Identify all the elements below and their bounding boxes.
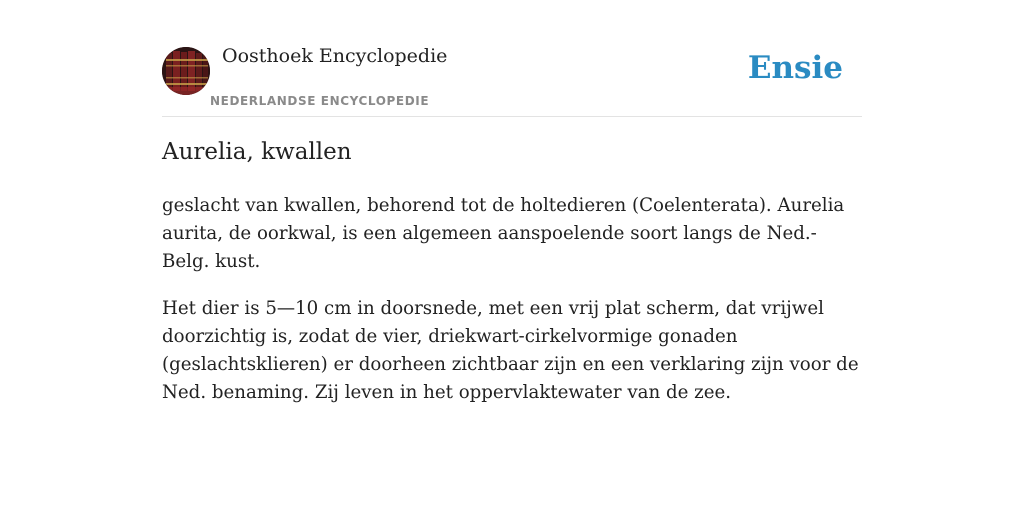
encyclopedia-books-icon[interactable]	[162, 47, 210, 95]
article-paragraph: geslacht van kwallen, behorend tot de holtedieren (Coelenterata). Aurelia aurita, de oorkwal, is een algemeen aanspoelende soort langs de Ned.-Belg. kust.	[162, 195, 845, 272]
page-header	[162, 0, 862, 117]
site-name[interactable]: Oosthoek Encyclopedie	[222, 45, 448, 67]
site-subtitle: NEDERLANDSE ENCYCLOPEDIE	[210, 94, 430, 108]
article-title: Aurelia, kwallen	[162, 139, 352, 165]
brand-logo[interactable]: Ensie	[747, 50, 843, 86]
article-paragraph: Het dier is 5—10 cm in doorsnede, met een vrij plat scherm, dat vrijwel doorzichtig is, zodat de vier, driekwart-cirkelvormige gonaden (geslachtsklieren) er doorheen zichtbaar zijn en een verklaring zijn voor de Ned. benaming. Zij leven in het oppervlaktewater van de zee.	[162, 298, 859, 403]
article-body	[162, 192, 862, 426]
article-card	[162, 0, 862, 512]
